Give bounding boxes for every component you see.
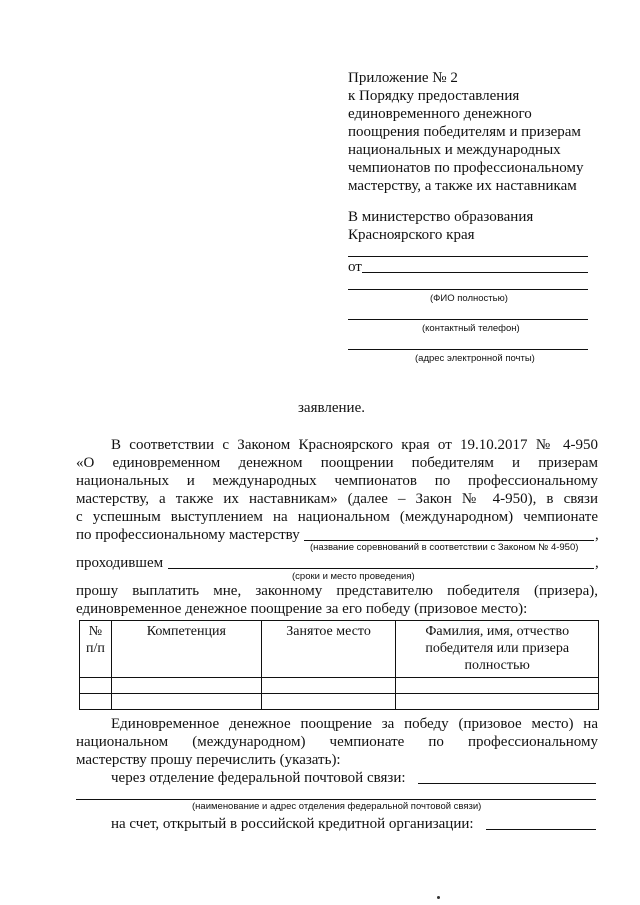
body-line: мастерству, а также их наставникам» (далее – Закон № 4-950), в связи <box>76 491 598 507</box>
post-office-field-line[interactable] <box>76 799 596 800</box>
post-option-field-line[interactable] <box>418 783 596 784</box>
header-text: № <box>88 624 103 639</box>
body-line: по профессиональному мастерству <box>76 527 300 543</box>
table-cell[interactable] <box>261 694 396 710</box>
dates-place-field-line[interactable] <box>168 568 594 569</box>
phone-field-line[interactable] <box>348 319 588 320</box>
email-field-line[interactable] <box>348 349 588 350</box>
addressee-line: В министерство образования <box>348 209 534 225</box>
table-row <box>80 678 599 694</box>
scan-artifact-dot <box>437 896 440 899</box>
fio-field-line[interactable] <box>348 289 588 290</box>
competition-table <box>79 620 599 710</box>
table-cell[interactable] <box>80 678 112 694</box>
appendix-line: к Порядку предоставления <box>348 88 520 104</box>
header-text: Компетенция <box>146 624 226 639</box>
held-label: проходившем <box>76 555 164 571</box>
body-line: прошу выплатить мне, законному представителю победителя (призера), <box>76 583 598 599</box>
competition-name-field-line[interactable] <box>304 540 594 541</box>
comma: , <box>595 527 599 543</box>
table-cell[interactable] <box>396 694 599 710</box>
comma: , <box>595 555 599 571</box>
dates-place-caption: (сроки и место проведения) <box>292 571 415 582</box>
body-line: Единовременное денежное поощрение за победу (призовое место) на <box>111 716 598 732</box>
email-caption: (адрес электронной почты) <box>415 353 535 364</box>
header-text: п/п <box>86 641 105 656</box>
from-label: от <box>348 259 362 275</box>
fill-line[interactable] <box>348 256 588 257</box>
header-text: Занятое место <box>286 624 371 639</box>
table-cell[interactable] <box>396 678 599 694</box>
table-header-cell <box>80 621 112 678</box>
table-header-cell <box>111 621 261 678</box>
body-line: национальных и международных чемпионатов по профессиональному <box>76 473 598 489</box>
table-row <box>80 694 599 710</box>
table-cell[interactable] <box>111 694 261 710</box>
table-header-cell <box>261 621 396 678</box>
appendix-line: мастерству, а также их наставникам <box>348 178 577 194</box>
phone-caption: (контактный телефон) <box>422 323 520 334</box>
body-line: мастерству прошу перечислить (указать): <box>76 752 341 768</box>
page-title: заявление. <box>298 400 365 416</box>
body-line: национальном (международном) чемпионате по профессиональному <box>76 734 598 750</box>
body-line: с успешным выступлением на национальном (международном) чемпионате <box>76 509 598 525</box>
table-header-cell <box>396 621 599 678</box>
addressee-line: Красноярского края <box>348 227 475 243</box>
body-line: В соответствии с Законом Красноярского края от 19.10.2017 № 4-950 <box>111 437 598 453</box>
post-office-caption: (наименование и адрес отделения федеральной почтовой связи) <box>192 801 482 812</box>
appendix-line: Приложение № 2 <box>348 70 458 86</box>
appendix-line: национальных и международных <box>348 142 561 158</box>
appendix-line: чемпионатов по профессиональному <box>348 160 584 176</box>
competition-name-caption: (название соревнований в соответствии с Законом № 4-950) <box>310 542 579 553</box>
header-text: полностью <box>464 658 530 673</box>
bank-option-label: на счет, открытый в российской кредитной организации: <box>111 816 474 832</box>
body-line: единовременное денежное поощрение за его победу (призовое место): <box>76 601 528 617</box>
table-cell[interactable] <box>111 678 261 694</box>
bank-account-field-line[interactable] <box>486 829 596 830</box>
table-cell[interactable] <box>80 694 112 710</box>
table-header-row <box>80 621 599 678</box>
table-cell[interactable] <box>261 678 396 694</box>
post-option-label: через отделение федеральной почтовой связи: <box>111 770 406 786</box>
header-text: Фамилия, имя, отчество <box>425 624 570 639</box>
header-text: победителя или призера <box>425 641 570 656</box>
appendix-line: единовременного денежного <box>348 106 532 122</box>
fill-line[interactable] <box>362 272 588 273</box>
appendix-line: поощрения победителям и призерам <box>348 124 581 140</box>
body-line: «О единовременном денежном поощрении победителям и призерам <box>76 455 598 471</box>
fio-caption: (ФИО полностью) <box>430 293 508 304</box>
